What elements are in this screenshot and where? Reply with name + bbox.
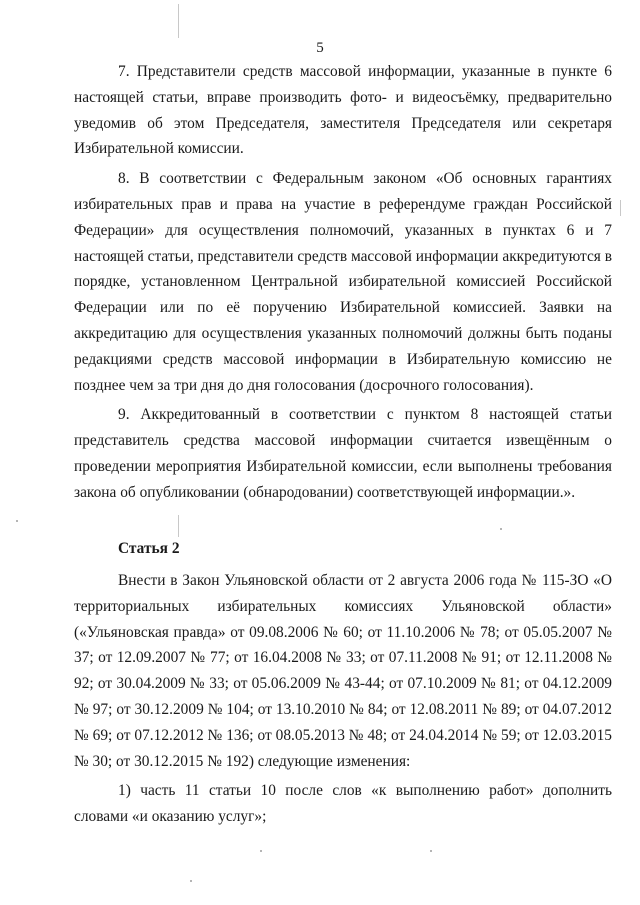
article-2-body — [74, 568, 612, 830]
scan-artifact-line — [178, 4, 179, 38]
page-number: 5 — [316, 40, 324, 56]
clauses-block — [74, 59, 612, 506]
scan-artifact-line — [178, 515, 179, 537]
scan-artifact-line — [620, 200, 621, 216]
scan-artifact-dot — [190, 880, 192, 882]
scan-artifact-dot — [500, 528, 502, 530]
scan-artifact-dot — [430, 850, 432, 852]
clause-7: 7. Представители средств массовой информации, указанные в пункте 6 настоящей статьи, вправе производить фото- и видеосъёмку, предварительно уведомив об этом Председателя, заместителя Председателя или секретаря Избирательной комиссии. — [74, 63, 612, 158]
clause-9: 9. Аккредитованный в соответствии с пунктом 8 настоящей статьи представитель средства массовой информации считается извещённым о проведении мероприятия Избирательной комиссии, если выполнены требования закона об опубликовании (обнародовании) соответствующей информации.». — [74, 406, 612, 501]
article-intro: Внести в Закон Ульяновской области от 2 августа 2006 года № 115-ЗО «О территориальных избирательных комиссиях Ульяновской области» («Ульяновская правда» от 09.08.2006 № 60; от 11.10.2006 № 78; от 05.05.2007 № 37; от 12.09.2007 № 77; от 16.04.2008 № 33; от 07.11.2008 № 91; от 12.11.2008 № 92; от 30.04.2009 № 33; от 05.06.2009 № 43-44; от 07.10.2009 № 81; от 04.12.2009 № 97; от 30.12.2009 № 104; от 13.10.2010 № 84; от 12.08.2011 № 89; от 04.07.2012 № 69; от 07.12.2012 № 136; от 08.05.2013 № 48; от 24.04.2014 № 59; от 12.03.2015 № 30; от 30.12.2015 № 192) следующие изменения: — [74, 572, 612, 770]
amendment-item-1: 1) часть 11 статьи 10 после слов «к выполнению работ» дополнить словами «и оказанию услуг»; — [74, 782, 612, 826]
article-heading: Статья 2 — [118, 540, 180, 557]
scan-artifact-dot — [260, 850, 262, 852]
clause-8: 8. В соответствии с Федеральным законом «Об основных гарантиях избирательных прав и права на участие в референдуме граждан Российской Федерации» для осуществления полномочий, указанных в пунктах 6 и 7 настоящей статьи, представители средств массовой информации аккредитуются в порядке, установленном Центральной избирательной комиссией Российской Федерации или по её поручению Избирательной комиссией. Заявки на аккредитацию для осуществления указанных полномочий должны быть поданы редакциями средств массовой информации в Избирательную комиссию не позднее чем за три дня до дня голосования (досрочного голосования). — [74, 170, 612, 394]
scan-artifact-dot — [16, 520, 18, 522]
